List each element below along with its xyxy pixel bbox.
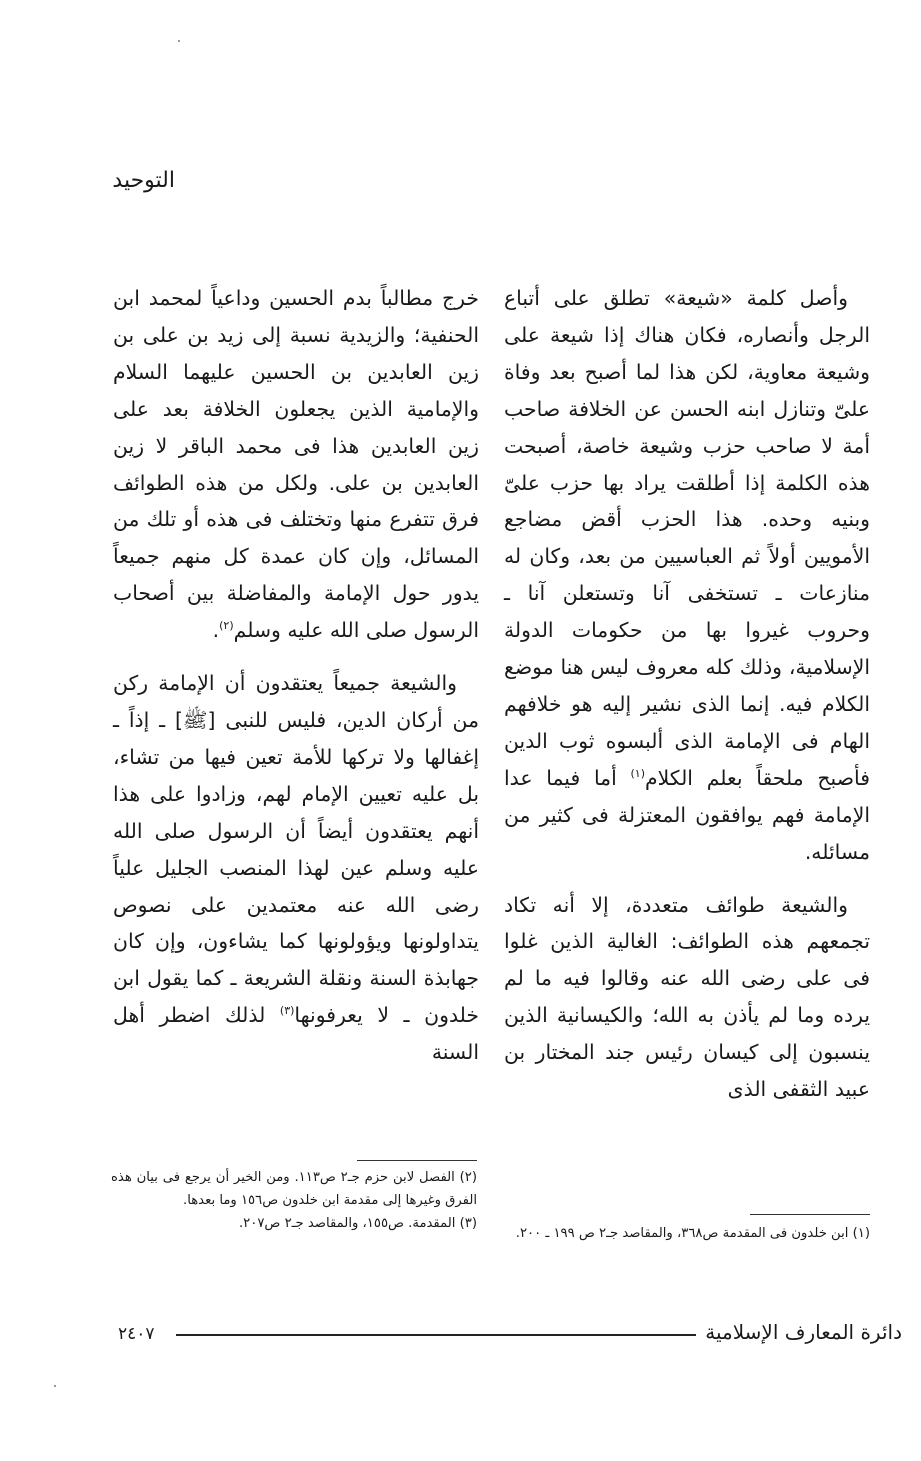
footnote-ref[interactable]: (٢) — [219, 619, 234, 633]
paragraph-text: خرج مطالباً بدم الحسين وداعياً لمحمد ابن الحنفية؛ والزيدية نسبة إلى زيد بن على بن زين العابدين بن الحسين عليهما السلام والإمامية الذين يجعلون الخلافة بعد على زين العابدين هذا فى محمد الباقر لا زين العابدين بن على. ولكل من هذه الطوائف فرق تتفرع منها وتختلف فى هذه أو تلك من المسائل، وإن كان عمدة كل منهم جميعاً يدور حول الإمامة والمفاضلة بين أصحاب الرسول صلى الله عليه وسلم — [113, 286, 479, 643]
footnote-divider — [357, 1160, 477, 1161]
paragraph — [504, 280, 870, 871]
footnotes-right — [504, 1222, 870, 1245]
scan-mark — [54, 1385, 56, 1387]
footnote-ref[interactable]: (١) — [630, 766, 646, 780]
running-head-title: التوحيد — [112, 168, 175, 193]
paragraph — [504, 887, 870, 1108]
footnote-ref[interactable]: (٣) — [279, 1004, 295, 1018]
paragraph-text: وأصل كلمة «شيعة» تطلق على أتباع الرجل وأنصاره، فكان هناك إذا شيعة على وشيعة معاوية، لكن هذا لما أصبح بعد وفاة علىّ وتنازل ابنه الحسن عن الخلافة صاحب أمة لا صاحب حزب وشيعة خاصة، أصبحت هذه الكلمة إذا أطلقت يراد بها حزب علىّ وبنيه وحده. هذا الحزب أقض مضاجع الأمويين أولاً ثم العباسيين من بعد، وكان له منازعات ـ تستخفى آنا وتستعلن آنا ـ وحروب غيروا بها من حكومات الدولة الإسلامية، وذلك كله معروف ليس هنا موضع الكلام فيه. إنما الذى نشير إليه هو خلافهم الهام فى الإمامة الذى ألبسوه ثوب الدين فأصبح ملحقاً بعلم الكلام — [504, 286, 870, 790]
text-column-right — [504, 280, 870, 1108]
paragraph — [113, 280, 479, 649]
footer-rule — [176, 1334, 696, 1336]
paragraph-text: أما فيما عدا الإمامة فهم يوافقون المعتزلة فى كثير من مسائله. — [504, 765, 870, 864]
page-number: ٢٤٠٧ — [118, 1324, 155, 1344]
scan-mark — [178, 40, 180, 42]
text-column-left — [113, 280, 479, 1071]
paragraph-text: والشيعة طوائف متعددة، إلا أنه تكاد تجمعهم هذه الطوائف: الغالية الذين غلوا فى على رضى الله عنه وقالوا فيه ما لم يرده وما لم يأذن به الله؛ والكيسانية الذين ينسبون إلى كيسان رئيس جند المختار بن عبيد الثقفى الذى — [504, 892, 870, 1102]
footnote: (٢) الفصل لابن حزم جـ٢ ص١١٣. ومن الخير أن يرجع فى بيان هذه الفرق وغيرها إلى مقدمة ابن خلدون ص١٥٦ وما بعدها. — [111, 1170, 478, 1208]
paragraph-text: . — [212, 618, 220, 643]
footnote: (٣) المقدمة. ص١٥٥، والمقاصد جـ٢ ص٢٠٧. — [238, 1216, 477, 1231]
footnote: (١) ابن خلدون فى المقدمة ص٣٦٨، والمقاصد جـ٢ ص ١٩٩ ـ ٢٠٠. — [515, 1226, 870, 1241]
paragraph-text: لذلك اضطر أهل السنة — [113, 1003, 479, 1065]
paragraph-text: والشيعة جميعاً يعتقدون أن الإمامة ركن من أركان الدين، فليس للنبى [ﷺ] ـ إذاً ـ إغفالها ولا تركها للأمة تعين فيها من تشاء، بل عليه تعيين الإمام لهم، وزادوا على هذا أنهم يعتقدون أيضاً أن الرسول صلى الله عليه وسلم عين لهذا المنصب الجليل علياً رضى الله عنه معتمدين على نصوص يتداولونها ويؤولونها كما يشاءون، وإن كان جهابذة السنة ونقلة الشريعة ـ كما يقول ابن خلدون ـ لا يعرفونها — [113, 671, 479, 1028]
footnote-divider — [750, 1214, 870, 1215]
footer-publication-title: دائرة المعارف الإسلامية — [705, 1320, 902, 1344]
paragraph — [113, 665, 479, 1071]
footnotes-left — [111, 1166, 477, 1235]
